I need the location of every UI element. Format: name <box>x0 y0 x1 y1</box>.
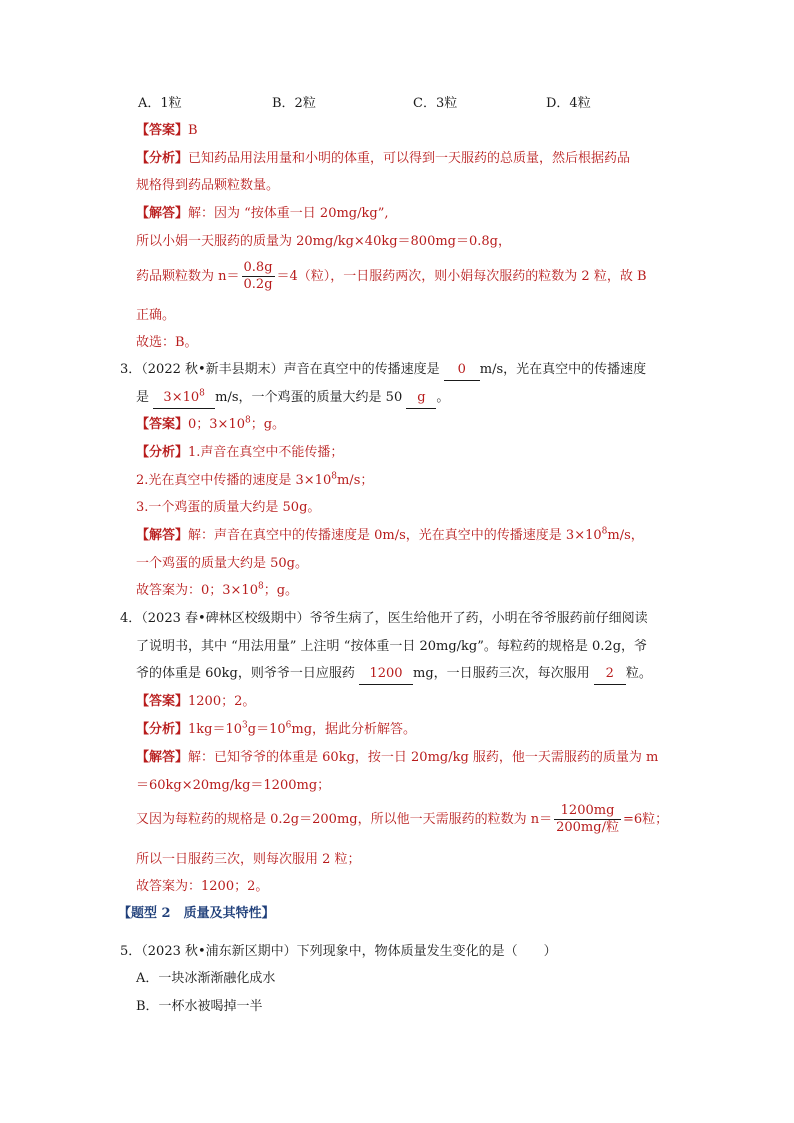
q5-option-b: B．一杯水被喝掉一半 <box>136 999 263 1014</box>
q2-conclusion: 故选：B。 <box>136 335 198 350</box>
q3-blank-1: 0 <box>444 360 480 381</box>
option-b: B．2粒 <box>272 96 316 111</box>
q2-fraction: $\frac{0.8g}{0.2g}$ <box>243 260 273 292</box>
q2-solution-line-2: 所以小娟一天服药的质量为 20mg/kg×40kg＝800mg＝0.8g， <box>136 234 511 249</box>
q4-conclusion: 故答案为：1200；2。 <box>136 879 269 894</box>
option-d: D．4粒 <box>546 96 591 111</box>
q4-stem-line-1: 4．（2023 春•碑林区校级期中）爷爷生病了，医生给他开了药，小明在爷爷服药前仔细阅读 <box>120 611 648 626</box>
q3-analysis-line-1: 【分析】1.声音在真空中不能传播； <box>136 445 344 460</box>
q5-stem: 5．（2023 秋•浦东新区期中）下列现象中，物体质量发生变化的是（ ） <box>120 944 557 959</box>
q4-blank-2: 2 <box>594 664 626 685</box>
q4-solution-line-2: ＝60kg×20mg/kg＝1200mg； <box>136 778 331 793</box>
q2-analysis-line-2: 规格得到药品颗粒数量。 <box>136 178 280 193</box>
q3-analysis-line-2: 2.光在真空中传播的速度是 $3\times 10^8m/s$； <box>136 471 374 488</box>
q3-solution-line-2: 一个鸡蛋的质量大约是 50g。 <box>136 556 308 571</box>
q3-stem-line-2: 是 $3\times 10^8$ m/s，一个鸡蛋的质量大约是 50 g 。 <box>136 388 449 409</box>
q2-analysis-line-1: 【分析】已知药品用法用量和小明的体重，可以得到一天服药的总质量，然后根据药品 <box>136 151 631 166</box>
q2-solution-line-1: 【解答】解：因为 “按体重一日 20mg/kg”, <box>136 206 389 221</box>
option-a: A．1粒 <box>138 96 182 111</box>
q4-solution-line-1: 【解答】解：已知爷爷的体重是 60kg，按一日 20mg/kg 服药，他一天需服药的质量为 m <box>136 750 659 765</box>
q3-answer: 【答案】0；$3\times 10^8$；g。 <box>136 415 286 432</box>
q4-analysis: 【分析】$1kg=10^3g=10^6mg$，据此分析解答。 <box>136 720 417 737</box>
section-heading: 【题型 2 质量及其特性】 <box>118 906 275 921</box>
q3-blank-3: g <box>406 388 436 409</box>
q3-blank-2: $3\times 10^8$ <box>153 388 215 409</box>
q4-solution-line-3: 又因为每粒药的规格是 0.2g＝200mg，所以他一天需服药的粒数为 n＝ $\frac{1200mg}{\text{200mg/粒}}$ =6粒； <box>136 803 669 835</box>
q2-answer: 【答案】B <box>136 123 198 138</box>
q4-stem-line-3: 爷的体重是 60kg，则爷爷一日应服药 1200 mg，一日服药三次，每次服用 2 粒。 <box>136 664 652 685</box>
q3-solution-line-1: 【解答】解：声音在真空中的传播速度是 0m/s，光在真空中的传播速度是 $3\times 10^8m/s$， <box>136 526 644 543</box>
q2-solution-line-3: 药品颗粒数为 n＝ $\frac{0.8g}{0.2g}$ ＝4（粒），一日服药两次，则小娟每次服药的粒数为 2 粒，故 B <box>136 260 647 292</box>
q3-stem-line-1: 3．（2022 秋•新丰县期末）声音在真空中的传播速度是 0 m/s，光在真空中的传播速度 <box>120 360 646 381</box>
q5-option-a: A．一块冰渐渐融化成水 <box>136 971 276 986</box>
option-c: C．3粒 <box>413 96 458 111</box>
q4-solution-line-4: 所以一日服药三次，则每次服用 2 粒； <box>136 852 361 867</box>
q3-analysis-line-3: 3.一个鸡蛋的质量大约是 50g。 <box>136 500 321 515</box>
q2-solution-line-4: 正确。 <box>136 308 176 323</box>
q4-answer: 【答案】1200；2。 <box>136 694 256 709</box>
q4-blank-1: 1200 <box>359 664 413 685</box>
q3-conclusion: 故答案为：0；$3\times 10^8$；g。 <box>136 581 299 598</box>
q4-stem-line-2: 了说明书，其中 “用法用量” 上注明 “按体重一日 20mg/kg”。每粒药的规格是 0.2g，爷 <box>136 639 648 654</box>
q4-fraction: $\frac{1200mg}{\text{200mg/粒}}$ <box>556 803 619 835</box>
